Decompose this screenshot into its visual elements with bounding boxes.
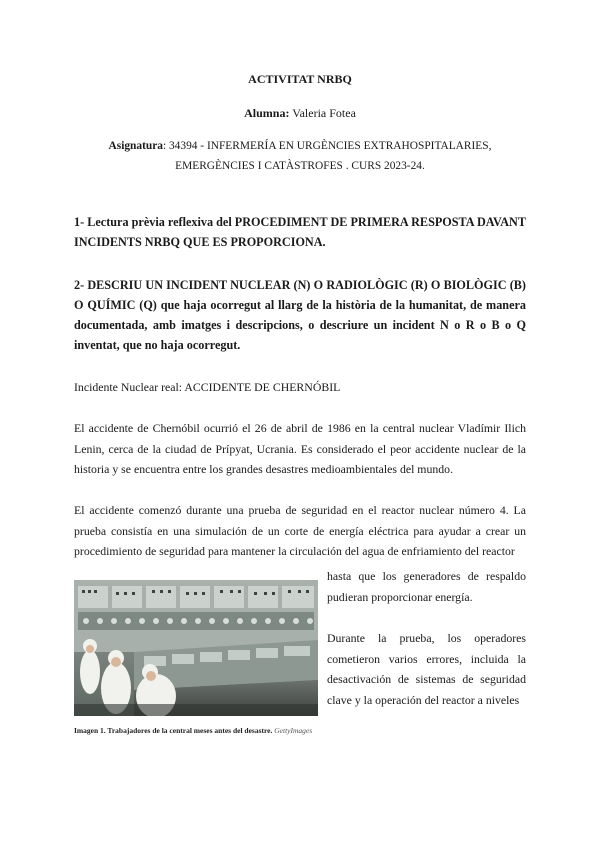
section-heading-2: 2- DESCRIU UN INCIDENT NUCLEAR (N) O RADIOLÒGIC (R) O BIOLÒGIC (B) O QUÍMIC (Q) que haja ocorregut al llarg de la història de la humanitat, de manera documentada, amb imatges i descripcions, o descriure un incident N o R o B o Q inventat, que no haja ocorregut.	[74, 278, 526, 352]
paragraph-1: El accidente de Chernóbil ocurrió el 26 de abril de 1986 en la central nuclear Vladímir Ilich Lenin, cerca de la ciudad de Prípyat, Ucrania. Es considerado el peor accidente nuclear de la historia y se encuentra entre los grandes desastres medioambientales del mundo.	[74, 421, 526, 476]
paragraph-2: El accidente comenzó durante una prueba de seguridad en el reactor nuclear número 4. La prueba consistía en una simulación de un corte de energía eléctrica para ayudar a crear un procedimiento de seguridad para mantener la circulación del agua de enfriamiento del reactor	[74, 503, 526, 558]
image-caption	[74, 726, 312, 735]
student-line	[0, 106, 600, 121]
section-heading-1: 1- Lectura prèvia reflexiva del PROCEDIMENT DE PRIMERA RESPOSTA DAVANT INCIDENTS NRBQ QUE ES PROPORCIONA.	[74, 215, 526, 249]
document-title: ACTIVITAT NRBQ	[248, 72, 352, 86]
caption-text: Imagen 1. Trabajadores de la central meses antes del desastre.	[74, 726, 273, 735]
intro-paragraph: Incidente Nuclear real: ACCIDENTE DE CHERNÓBIL	[74, 380, 341, 394]
student-label: Alumna:	[244, 106, 290, 120]
subject-line	[74, 136, 526, 176]
caption-source: GettyImages	[274, 726, 313, 735]
subject-text: : 34394 - INFERMERÍA EN URGÈNCIES EXTRAHOSPITALARIES, EMERGÈNCIES I CATÀSTROFES . CURS 2023-24.	[162, 140, 492, 172]
control-room-illustration	[74, 580, 318, 716]
subject-label: Asignatura	[108, 140, 163, 152]
control-room-photo	[74, 580, 318, 716]
student-name: Valeria Fotea	[292, 106, 356, 120]
paragraph-2-continuation: hasta que los generadores de respaldo pudieran proporcionar energía.	[327, 569, 526, 604]
paragraph-3: Durante la prueba, los operadores cometieron varios errores, incluida la desactivación de sistemas de seguridad clave y la operación del reactor a niveles	[327, 631, 526, 707]
